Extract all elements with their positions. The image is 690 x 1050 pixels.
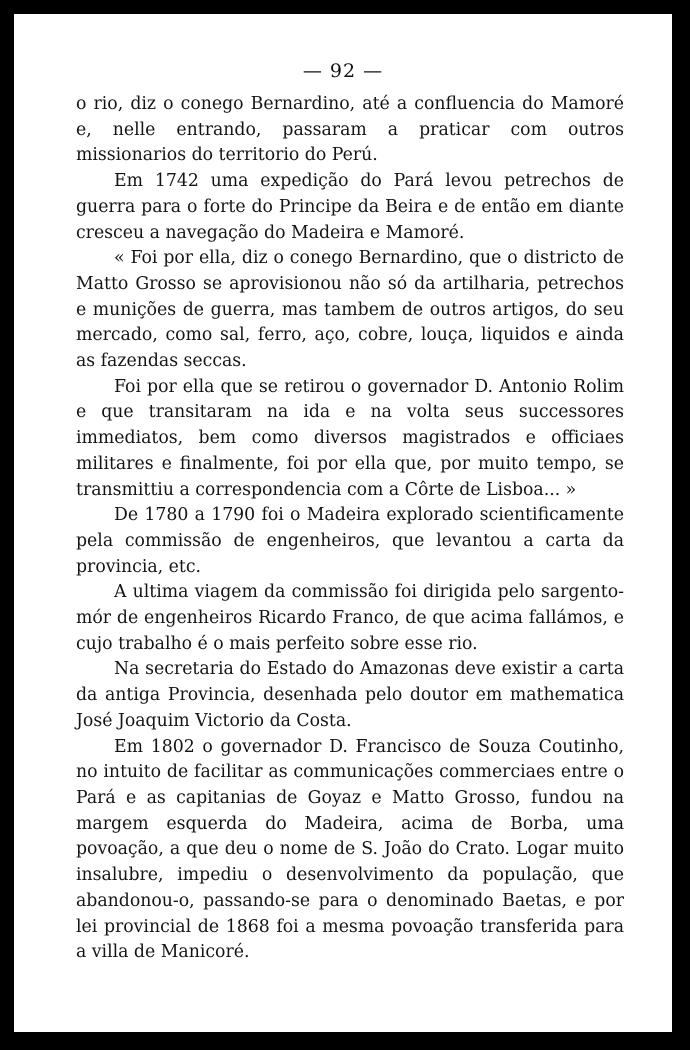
paragraph-7: Na secretaria do Estado do Amazonas deve existir a carta da antiga Provincia, desenhada pelo doutor em mathematica José Joaquim Victorio da Costa. [76,659,624,731]
paragraph-4: Foi por ella que se retirou o governador D. Antonio Rolim e que transitaram na ida e na volta seus successores immediatos, bem como diversos magistrados e officiaes militares e finalmente, foi por ella que, por muito tempo, se transmittiu a correspondencia com a Côrte de Lisboa... » [76,376,624,500]
page-number: — 92 — [302,60,384,82]
paragraph-3: « Foi por ella, diz o conego Bernardino, que o districto de Matto Grosso se aprovisionou não só da artilharia, petrechos e munições de guerra, mas tambem de outros artigos, do seu mercado, como sal, ferro, aço, cobre, louça, liquidos e ainda as fazendas seccas. [76,248,624,372]
body-text [76,92,624,966]
paragraph-8: Em 1802 o governador D. Francisco de Souza Coutinho, no intuito de facilitar as communicações commerciaes entre o Pará e as capitanias de Goyaz e Matto Grosso, fundou na margem esquerda do Madeira, acima de Borba, uma povoação, a que deu o nome de S. João do Crato. Logar muito insalubre, impediu o desenvolvimento da população, que abandonou-o, passando-se para o denominado Baetas, e por lei provincial de 1868 foi a mesma povoação transferida para a villa de Manicoré. [76,736,624,963]
paragraph-1: o rio, diz o conego Bernardino, até a confluencia do Mamoré e, nelle entrando, passaram a praticar com outros missionarios do territorio do Perú. [76,94,624,166]
book-page [14,14,672,1032]
paragraph-2: Em 1742 uma expedição do Pará levou petrechos de guerra para o forte do Principe da Beira e de então em diante cresceu a navegação do Madeira e Mamoré. [76,171,624,243]
paragraph-6: A ultima viagem da commissão foi dirigida pelo sargento-mór de engenheiros Ricardo Franco, de que acima fallámos, e cujo trabalho é o mais perfeito sobre esse rio. [76,582,624,654]
paragraph-5: De 1780 a 1790 foi o Madeira explorado scientificamente pela commissão de engenheiros, que levantou a carta da provincia, etc. [76,505,624,577]
